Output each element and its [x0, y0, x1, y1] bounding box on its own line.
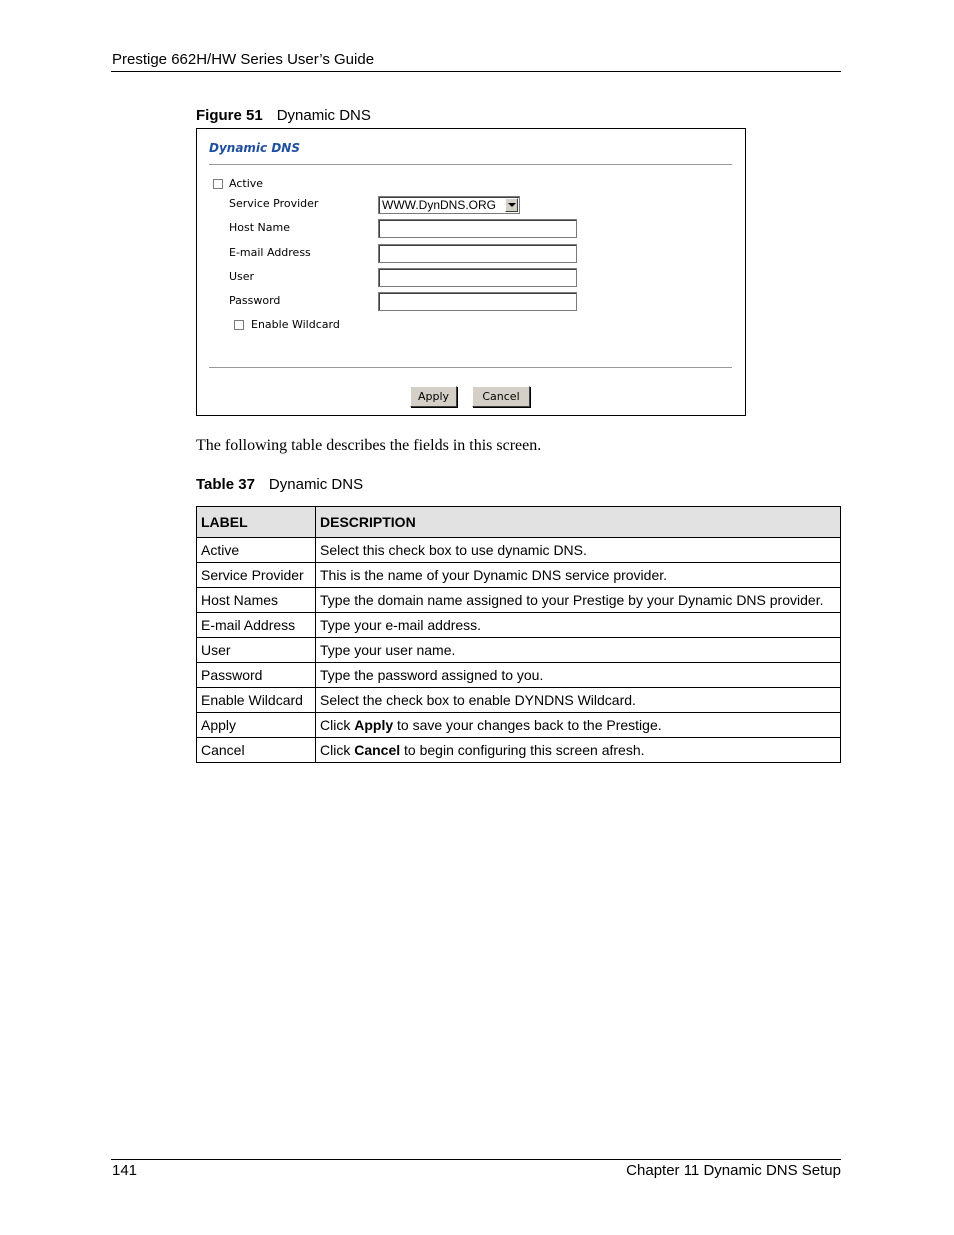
- row-description: This is the name of your Dynamic DNS service provider.: [316, 563, 841, 588]
- row-label: User: [197, 638, 316, 663]
- table-row: [197, 563, 841, 588]
- row-description: Type your e-mail address.: [316, 613, 841, 638]
- header-rule: [111, 71, 841, 72]
- row-label: E-mail Address: [197, 613, 316, 638]
- table-row: [197, 538, 841, 563]
- row-label: Host Names: [197, 588, 316, 613]
- page-number: 141: [112, 1162, 138, 1179]
- dynamic-dns-screenshot: [196, 128, 746, 416]
- table-header-row: [197, 507, 841, 538]
- table-row: [197, 688, 841, 713]
- column-header-description: DESCRIPTION: [316, 507, 841, 538]
- body-text: The following table describes the fields in this screen.: [196, 437, 542, 454]
- service-provider-label: Service Provider: [229, 197, 319, 210]
- row-label: Service Provider: [197, 563, 316, 588]
- table-row: [197, 713, 841, 738]
- row-label: Active: [197, 538, 316, 563]
- desc-bold: Cancel: [354, 742, 401, 758]
- row-label: Password: [197, 663, 316, 688]
- password-input[interactable]: [378, 292, 577, 311]
- figure-label: Figure 51: [196, 107, 263, 124]
- table-title: Dynamic DNS: [268, 476, 364, 493]
- table-row: [197, 738, 841, 763]
- description-table: [196, 506, 841, 763]
- table-row: [197, 613, 841, 638]
- row-description: Type the domain name assigned to your Prestige by your Dynamic DNS provider.: [316, 588, 841, 613]
- desc-pre: Click: [320, 717, 355, 733]
- row-description: Select the check box to enable DYNDNS Wildcard.: [316, 688, 841, 713]
- row-description: Select this check box to use dynamic DNS.: [316, 538, 841, 563]
- desc-bold: Apply: [354, 717, 394, 733]
- chapter-title: Chapter 11 Dynamic DNS Setup: [626, 1162, 841, 1179]
- desc-post: to begin configuring this screen afresh.: [400, 742, 645, 758]
- service-provider-value: WWW.DynDNS.ORG: [382, 198, 496, 212]
- row-description: [316, 738, 841, 763]
- figure-title: Dynamic DNS: [276, 107, 371, 124]
- user-label: User: [229, 270, 255, 283]
- chevron-down-icon[interactable]: [505, 198, 518, 212]
- email-input[interactable]: [378, 244, 577, 263]
- active-label: Active: [229, 177, 264, 190]
- row-label: Enable Wildcard: [197, 688, 316, 713]
- password-label: Password: [229, 294, 281, 307]
- apply-button[interactable]: Apply: [410, 386, 457, 407]
- wildcard-label: Enable Wildcard: [251, 318, 340, 331]
- host-name-input[interactable]: [378, 219, 577, 238]
- desc-post: to save your changes back to the Prestige.: [393, 717, 662, 733]
- service-provider-select[interactable]: [378, 196, 520, 214]
- table-label: Table 37: [196, 476, 255, 493]
- wildcard-checkbox[interactable]: [234, 320, 244, 330]
- table-row: [197, 638, 841, 663]
- figure-caption: [196, 107, 371, 124]
- table-row: [197, 588, 841, 613]
- cancel-button[interactable]: Cancel: [472, 386, 530, 407]
- desc-pre: Click: [320, 742, 355, 758]
- panel-bottom-rule: [209, 367, 732, 368]
- row-label: Apply: [197, 713, 316, 738]
- panel-title: Dynamic DNS: [209, 141, 300, 155]
- panel-top-rule: [209, 164, 732, 165]
- host-name-label: Host Name: [229, 221, 290, 234]
- row-description: Type your user name.: [316, 638, 841, 663]
- table-row: [197, 663, 841, 688]
- email-label: E-mail Address: [229, 246, 311, 259]
- row-description: Type the password assigned to you.: [316, 663, 841, 688]
- header-title: Prestige 662H/HW Series User’s Guide: [112, 51, 375, 68]
- column-header-label: LABEL: [197, 507, 316, 538]
- footer-rule: [111, 1159, 841, 1160]
- row-description: [316, 713, 841, 738]
- user-input[interactable]: [378, 268, 577, 287]
- row-label: Cancel: [197, 738, 316, 763]
- table-caption: [196, 476, 363, 493]
- active-checkbox[interactable]: [213, 179, 223, 189]
